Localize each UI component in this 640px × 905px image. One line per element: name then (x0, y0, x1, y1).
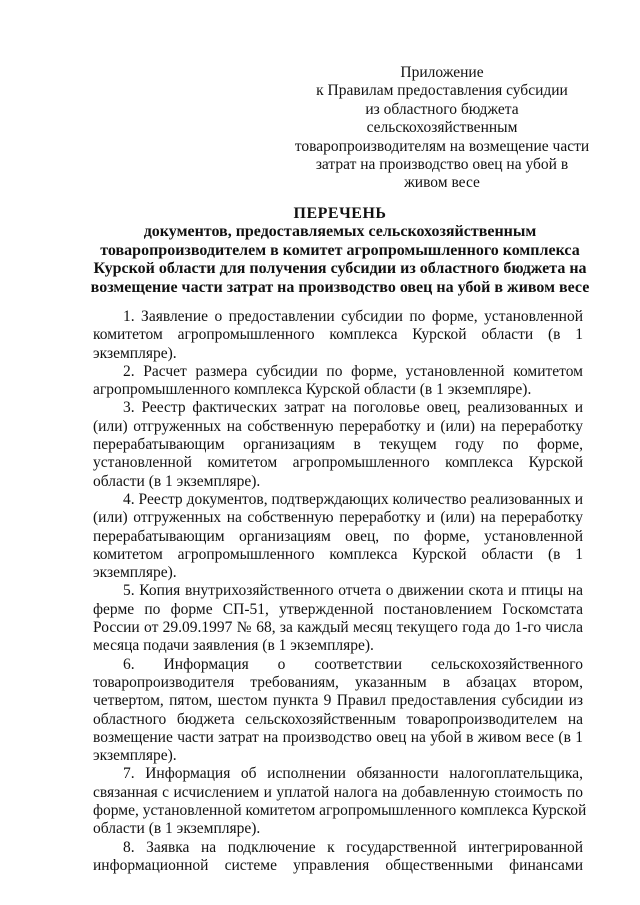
item-line: (или) отгруженных на собственную переработку и (или) на переработку (93, 417, 583, 435)
item-line: области (в 1 экземпляре). (93, 820, 261, 838)
item-line: 4. Реестр документов, подтверждающих количество реализованных и (123, 490, 583, 508)
title-line: товаропроизводителем в комитет агропромышленного комплекса (100, 241, 580, 259)
appendix-line: сельскохозяйственным (366, 119, 518, 137)
item-line: четвертом, пятом, шестом пункта 9 Правил предоставления субсидии из (93, 692, 583, 710)
item-line: 1. Заявление о предоставлении субсидии по форме, установленной (123, 308, 583, 325)
title-line: возмещение части затрат на производство овец на убой в живом весе (90, 278, 590, 296)
item-line: товаропроизводителя требованиям, указанным в абзацах втором, (93, 673, 583, 691)
item-line: перерабатывающим организациям в текущем году по форме, (93, 436, 583, 454)
list-item (93, 582, 583, 655)
title-heading: ПЕРЕЧЕНЬ (293, 205, 387, 222)
item-line: агропромышленного комплекса Курской области (в 1 экземпляре). (93, 381, 532, 399)
appendix-line: Приложение (400, 64, 484, 81)
item-line: области (в 1 экземпляре). (93, 472, 261, 490)
title-line: Курской области для получения субсидии из областного бюджета на (93, 260, 587, 278)
document-title (40, 205, 640, 297)
item-line: (или) отгруженных на собственную переработку и (или) на переработку (93, 509, 583, 527)
item-line: 6. Информация о соответствии сельскохозяйственного (123, 655, 583, 673)
item-line: информационной системе управления общественными финансами (93, 856, 583, 874)
item-line: ферме по форме СП-51, утвержденной постановлением Госкомстата (93, 600, 583, 618)
appendix-line: живом весе (404, 174, 480, 192)
appendix-block (272, 64, 612, 193)
item-line: экземпляре). (93, 344, 177, 362)
list-item (93, 491, 583, 582)
item-line: установленной комитетом агропромышленного комплекса Курской (93, 454, 583, 472)
list-item (93, 308, 583, 363)
item-line: России от 29.09.1997 № 68, за каждый месяц текущего года до 1-го числа (93, 619, 583, 637)
item-line: 2. Расчет размера субсидии по форме, установленной комитетом (123, 362, 583, 380)
item-line: 3. Реестр фактических затрат на поголовье овец, реализованных и (123, 399, 583, 417)
appendix-line: к Правилам предоставления субсидии (316, 82, 568, 100)
item-line: экземпляре). (93, 747, 177, 765)
item-line: связанная с исчислением и уплатой налога на добавленную стоимость по (93, 783, 583, 801)
item-line: 5. Копия внутрихозяйственного отчета о движении скота и птицы на (123, 582, 583, 600)
item-line: 8. Заявка на подключение к государственной интегрированной (123, 838, 583, 856)
title-line: документов, предоставляемых сельскохозяйственным (143, 223, 537, 241)
item-line: форме, установленной комитетом агропромышленного комплекса Курской (93, 802, 587, 820)
item-line: областного бюджета сельскохозяйственным товаропроизводителем на (93, 710, 583, 728)
list-item (93, 656, 583, 766)
list-item (93, 399, 583, 490)
item-line: 7. Информация об исполнении обязанности налогоплательщика, (123, 765, 583, 783)
list-item (93, 765, 587, 838)
item-line: перерабатывающим организациям овец, по форме, установленной (93, 527, 583, 545)
item-line: экземпляре). (93, 564, 177, 582)
item-line: месяца подачи заявления (в 1 экземпляре). (93, 637, 374, 655)
item-line: комитетом агропромышленного комплекса Курской области (в 1 (93, 326, 583, 344)
list-item (93, 363, 583, 400)
item-line: комитетом агропромышленного комплекса Курской области (в 1 (93, 545, 583, 563)
appendix-line: из областного бюджета (365, 100, 519, 118)
item-line: возмещение части затрат на производство овец на убой в живом весе (в 1 (93, 728, 583, 746)
document-body (93, 308, 587, 875)
list-item (93, 839, 583, 876)
appendix-line: затрат на производство овец на убой в (315, 156, 569, 174)
appendix-line: товаропроизводителям на возмещение части (294, 137, 590, 155)
